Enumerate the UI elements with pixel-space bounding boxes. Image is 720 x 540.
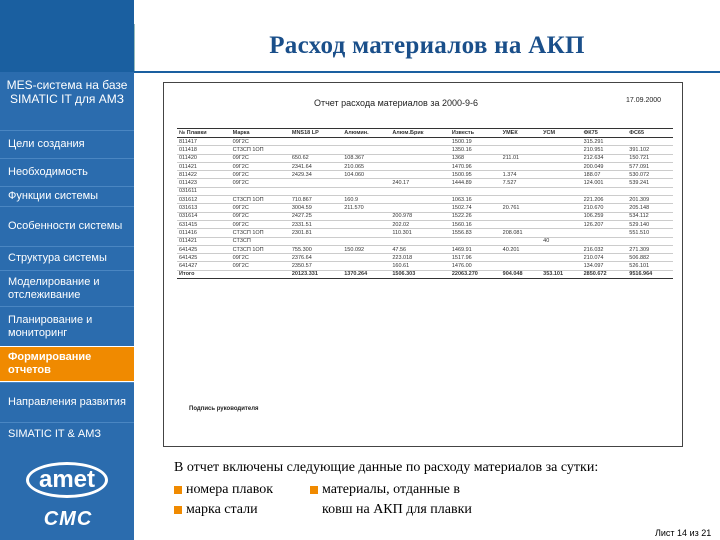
table-cell: 210.065: [342, 162, 390, 170]
table-row: [177, 204, 673, 212]
table-cell: 2427.25: [290, 212, 342, 220]
column-header: Алюмин.: [342, 129, 390, 138]
table-cell: [501, 196, 541, 204]
sidebar-item-directions[interactable]: Направления развития: [0, 382, 134, 422]
table-cell: 641425: [177, 245, 231, 253]
table-cell: [342, 138, 390, 146]
total-cell: 2850.672: [582, 270, 628, 278]
cmc-logo: CMC: [43, 508, 93, 530]
table-cell: 160.9: [342, 196, 390, 204]
table-row: [177, 237, 673, 245]
report-date: 17.09.2000: [626, 97, 662, 104]
sidebar-item-simatic[interactable]: SIMATIC IT & АМЗ: [0, 422, 134, 445]
bullet-text: материалы, отданные в: [322, 482, 460, 497]
table-cell: 011418: [177, 146, 231, 154]
table-cell: 211.01: [501, 154, 541, 162]
sidebar-item-planning[interactable]: Планирование и мониторинг: [0, 306, 134, 346]
bullet-square-icon: [174, 486, 182, 494]
table-cell: [501, 138, 541, 146]
table-cell: 40: [541, 237, 581, 245]
table-cell: 577.091: [627, 162, 673, 170]
table-cell: СТ3СП 1ОП: [231, 245, 290, 253]
table-cell: 09Г2С: [231, 220, 290, 228]
sidebar-item-reports[interactable]: Формирование отчетов: [0, 346, 134, 382]
table-cell: [390, 138, 450, 146]
table-cell: [627, 138, 673, 146]
sidebar-item-modeling[interactable]: Моделирование и отслеживание: [0, 270, 134, 306]
table-cell: 09Г2С: [231, 154, 290, 162]
table-cell: 3004.59: [290, 204, 342, 212]
table-header-row: [177, 129, 673, 138]
table-cell: 271.309: [627, 245, 673, 253]
table-cell: [501, 262, 541, 270]
total-cell: 9516.964: [627, 270, 673, 278]
table-cell: 811417: [177, 138, 231, 146]
table-cell: 551.510: [627, 229, 673, 237]
table-cell: [501, 187, 541, 195]
table-cell: [342, 187, 390, 195]
table-cell: 106.259: [582, 212, 628, 220]
table-cell: [541, 146, 581, 154]
column-header: УМЕК: [501, 129, 541, 138]
column-header: № Плавки: [177, 129, 231, 138]
table-cell: 240.17: [390, 179, 450, 187]
table-cell: [541, 187, 581, 195]
table-cell: 755.300: [290, 245, 342, 253]
column-header: ФС65: [627, 129, 673, 138]
table-cell: [541, 245, 581, 253]
table-cell: 201.309: [627, 196, 673, 204]
table-cell: СТ3СП 1ОП: [231, 229, 290, 237]
column-header: Алюм.Брик: [390, 129, 450, 138]
table-row: [177, 212, 673, 220]
table-cell: 20.761: [501, 204, 541, 212]
table-cell: [390, 237, 450, 245]
table-cell: [501, 162, 541, 170]
table-cell: 211.570: [342, 204, 390, 212]
table-cell: 1350.16: [450, 146, 501, 154]
bullet-text: номера плавок: [186, 482, 274, 497]
table-row: [177, 146, 673, 154]
sidebar-title: MES-система на базе SIMATIC IT для АМЗ: [0, 72, 134, 130]
table-cell: 530.072: [627, 171, 673, 179]
table-cell: [582, 229, 628, 237]
table-cell: 631415: [177, 220, 231, 228]
table-cell: [342, 229, 390, 237]
table-cell: 1063.16: [450, 196, 501, 204]
table-cell: 2341.64: [290, 162, 342, 170]
table-row: [177, 154, 673, 162]
table-row: [177, 245, 673, 253]
table-cell: [390, 146, 450, 154]
table-cell: 210.074: [582, 254, 628, 262]
table-cell: [541, 179, 581, 187]
table-cell: 212.634: [582, 154, 628, 162]
table-cell: [290, 138, 342, 146]
table-cell: 160.61: [390, 262, 450, 270]
table-cell: 09Г2С: [231, 179, 290, 187]
table-cell: [501, 237, 541, 245]
header-divider: [134, 71, 720, 73]
table-cell: 031612: [177, 196, 231, 204]
table-cell: 09Г2С: [231, 162, 290, 170]
sidebar-item-features[interactable]: Особенности системы: [0, 206, 134, 246]
table-cell: 40.201: [501, 245, 541, 253]
table-cell: 200.978: [390, 212, 450, 220]
table-cell: 031614: [177, 212, 231, 220]
table-cell: 1.374: [501, 171, 541, 179]
total-cell: [231, 270, 290, 278]
table-cell: 641425: [177, 254, 231, 262]
table-cell: [541, 138, 581, 146]
table-cell: 09Г2С: [231, 212, 290, 220]
table-row: [177, 196, 673, 204]
table-cell: [450, 237, 501, 245]
table-body: [177, 138, 673, 279]
table-cell: 650.62: [290, 154, 342, 162]
table-cell: 506.882: [627, 254, 673, 262]
table-cell: [501, 220, 541, 228]
total-cell: 904.048: [501, 270, 541, 278]
table-cell: 205.148: [627, 204, 673, 212]
table-cell: [541, 229, 581, 237]
table-cell: 011423: [177, 179, 231, 187]
table-cell: 1522.26: [450, 212, 501, 220]
table-cell: [541, 212, 581, 220]
sidebar-item-functions[interactable]: Функции системы: [0, 186, 134, 206]
bullet-square-icon: [310, 486, 318, 494]
table-cell: 2376.64: [290, 254, 342, 262]
table-cell: 09Г2С: [231, 204, 290, 212]
report-preview: [163, 82, 683, 447]
table-cell: [342, 237, 390, 245]
table-cell: 1470.96: [450, 162, 501, 170]
table-cell: [290, 179, 342, 187]
table-cell: 208.081: [501, 229, 541, 237]
table-cell: 134.097: [582, 262, 628, 270]
sidebar-item-necessity[interactable]: Необходимость: [0, 158, 134, 186]
table-cell: [342, 262, 390, 270]
report-table: [177, 128, 673, 279]
table-cell: [450, 187, 501, 195]
table-cell: [390, 196, 450, 204]
table-cell: 1444.89: [450, 179, 501, 187]
table-cell: 2350.57: [290, 262, 342, 270]
table-cell: [627, 237, 673, 245]
table-row: [177, 229, 673, 237]
table-cell: [501, 212, 541, 220]
table-cell: 2429.34: [290, 171, 342, 179]
table-row: [177, 254, 673, 262]
table-cell: [501, 146, 541, 154]
table-cell: 811422: [177, 171, 231, 179]
column-header: ФК75: [582, 129, 628, 138]
table-cell: 1502.74: [450, 204, 501, 212]
table-row: [177, 179, 673, 187]
table-cell: [541, 154, 581, 162]
table-cell: 110.301: [390, 229, 450, 237]
header-blue-block: [0, 0, 134, 72]
table-cell: 188.07: [582, 171, 628, 179]
table-cell: [342, 146, 390, 154]
table-cell: [342, 179, 390, 187]
signature-label: Подпись руководителя: [189, 406, 259, 412]
page-number: Лист 14 из 21: [655, 528, 712, 538]
table-cell: [501, 254, 541, 262]
column-header: Известь: [450, 129, 501, 138]
table-cell: СТ3СП: [231, 237, 290, 245]
table-cell: 108.367: [342, 154, 390, 162]
slide-title: Расход материалов на АКП: [269, 32, 585, 59]
table-cell: 47.56: [390, 245, 450, 253]
table-cell: 09Г2С: [231, 262, 290, 270]
table-cell: 202.02: [390, 220, 450, 228]
table-cell: 150.092: [342, 245, 390, 253]
table-cell: [390, 171, 450, 179]
column-header: УСМ: [541, 129, 581, 138]
table-cell: 031611: [177, 187, 231, 195]
table-row: [177, 138, 673, 146]
table-cell: 104.060: [342, 171, 390, 179]
total-cell: Итого: [177, 270, 231, 278]
table-cell: 216.032: [582, 245, 628, 253]
table-cell: 126.207: [582, 220, 628, 228]
table-cell: [290, 146, 342, 154]
bullet-item: [174, 502, 258, 518]
table-cell: 09Г2С: [231, 254, 290, 262]
table-cell: [390, 187, 450, 195]
table-cell: 150.721: [627, 154, 673, 162]
table-cell: СТ3СП 1ОП: [231, 146, 290, 154]
table-cell: 1469.91: [450, 245, 501, 253]
table-cell: 223.018: [390, 254, 450, 262]
table-cell: [290, 187, 342, 195]
table-cell: 2331.51: [290, 220, 342, 228]
table-cell: [231, 187, 290, 195]
table-cell: 1368: [450, 154, 501, 162]
sidebar-item-goals[interactable]: Цели создания: [0, 130, 134, 158]
table-cell: [582, 237, 628, 245]
table-cell: 210.951: [582, 146, 628, 154]
table-cell: [582, 187, 628, 195]
table-cell: 200.049: [582, 162, 628, 170]
table-cell: 641427: [177, 262, 231, 270]
bullet-text-continued: ковш на АКП для плавки: [322, 502, 472, 517]
table-row: [177, 187, 673, 195]
table-cell: [541, 254, 581, 262]
total-cell: 1370.264: [342, 270, 390, 278]
table-cell: [541, 196, 581, 204]
total-cell: 1506.303: [390, 270, 450, 278]
table-cell: 7.527: [501, 179, 541, 187]
total-cell: 353.101: [541, 270, 581, 278]
table-cell: 011421: [177, 162, 231, 170]
table-cell: 1500.19: [450, 138, 501, 146]
table-cell: [627, 187, 673, 195]
table-row: [177, 162, 673, 170]
table-cell: 1560.16: [450, 220, 501, 228]
table-cell: [541, 204, 581, 212]
table-cell: [342, 254, 390, 262]
table-row: [177, 262, 673, 270]
table-cell: [541, 162, 581, 170]
table-cell: 539.241: [627, 179, 673, 187]
table-cell: СТ3СП 1ОП: [231, 196, 290, 204]
table-cell: [390, 154, 450, 162]
table-cell: 031613: [177, 204, 231, 212]
table-cell: 1500.95: [450, 171, 501, 179]
table-cell: [390, 162, 450, 170]
caption-intro: В отчет включены следующие данные по расходу материалов за сутки:: [174, 460, 599, 475]
table-cell: 221.206: [582, 196, 628, 204]
table-cell: 1556.83: [450, 229, 501, 237]
table-cell: [342, 220, 390, 228]
table-cell: 1476.00: [450, 262, 501, 270]
table-cell: 391.102: [627, 146, 673, 154]
column-header: Марка: [231, 129, 290, 138]
table-cell: 011416: [177, 229, 231, 237]
bullet-item: [174, 482, 273, 498]
table-row: [177, 220, 673, 228]
table-cell: [541, 171, 581, 179]
table-cell: 2301.81: [290, 229, 342, 237]
table-cell: 210.670: [582, 204, 628, 212]
table-cell: 09Г2С: [231, 138, 290, 146]
table-cell: 09Г2С: [231, 171, 290, 179]
table-cell: 011420: [177, 154, 231, 162]
sidebar-item-structure[interactable]: Структура системы: [0, 246, 134, 270]
total-cell: 20123.331: [290, 270, 342, 278]
report-title: Отчет расхода материалов за 2000-9-6: [314, 98, 478, 108]
table-cell: 124.001: [582, 179, 628, 187]
table-cell: [541, 220, 581, 228]
table-cell: 1517.96: [450, 254, 501, 262]
table-cell: 315.291: [582, 138, 628, 146]
bullet-square-icon: [174, 506, 182, 514]
table-cell: 534.112: [627, 212, 673, 220]
total-row: [177, 270, 673, 278]
bullet-text: марка стали: [186, 502, 258, 517]
table-cell: [342, 212, 390, 220]
amet-logo: amet: [26, 462, 108, 498]
table-row: [177, 171, 673, 179]
bullet-item: [310, 482, 460, 498]
table-cell: [290, 237, 342, 245]
total-cell: 22063.270: [450, 270, 501, 278]
table-cell: 710.867: [290, 196, 342, 204]
table-cell: [390, 204, 450, 212]
table-cell: 526.101: [627, 262, 673, 270]
column-header: MNS18 LP: [290, 129, 342, 138]
table-cell: 529.140: [627, 220, 673, 228]
table-cell: 011421: [177, 237, 231, 245]
table-cell: [541, 262, 581, 270]
